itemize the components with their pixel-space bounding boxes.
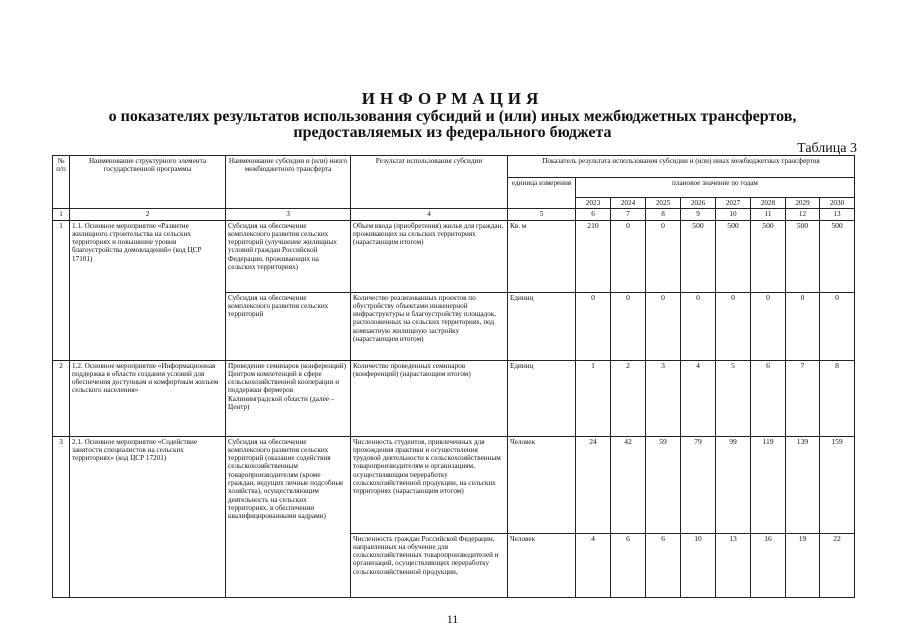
header-year: 2025 [646,198,681,209]
column-number: 5 [508,209,576,220]
planned-value: 0 [611,220,646,292]
planned-value: 0 [786,292,820,360]
planned-value: 0 [716,292,751,360]
planned-value: 22 [820,533,855,597]
header-planned: плановое значение по годам [576,178,855,198]
planned-value: 500 [751,220,786,292]
planned-value: 42 [611,436,646,533]
planned-value: 99 [716,436,751,533]
column-number: 1 [53,209,70,220]
unit: Кв. м [508,220,576,292]
structural-element: 2.1. Основное мероприятие «Содействие занятости специалистов на сельских территориях» (код ЦСР 17201) [70,436,226,597]
planned-value: 0 [751,292,786,360]
table-row [53,360,855,436]
planned-value: 159 [820,436,855,533]
header-unit: единица измерения [508,178,576,209]
header-year: 2029 [786,198,820,209]
planned-value: 0 [820,292,855,360]
subsidy-name: Проведение семинаров (конференций) Центром компетенций в сфере сельскохозяйственной кооперации и поддержки фермеров Калининградской области (далее – Центр) [226,360,351,436]
planned-value: 8 [820,360,855,436]
header-element: Наименование структурного элемента государственной программы [70,156,226,209]
planned-value: 2 [611,360,646,436]
planned-value: 119 [751,436,786,533]
unit: Человек [508,436,576,533]
header-year: 2026 [681,198,716,209]
subsidy-result: Количество реализованных проектов по обустройству объектами инженерной инфраструктуры и благоустройству площадок, расположенных на сельских территориях, под компактную жилищную застройку (нарастающим итогом) [351,292,508,360]
document-subtitle-line-1: о показателях результатов использования субсидий и (или) иных межбюджетных трансфертов, [108,108,797,125]
document-subtitle-line-2: предоставляемых из федерального бюджета [293,124,612,141]
planned-value: 0 [646,292,681,360]
planned-value: 4 [681,360,716,436]
row-num: 1 [53,220,70,360]
planned-value: 500 [716,220,751,292]
planned-value: 6 [646,533,681,597]
header-year: 2023 [576,198,611,209]
table-label: Таблица 3 [797,141,857,156]
column-number: 8 [646,209,681,220]
planned-value: 59 [646,436,681,533]
header-subsidy: Наименование субсидии и (или) иного межбюджетного трансферта [226,156,351,209]
planned-value: 79 [681,436,716,533]
planned-value: 6 [751,360,786,436]
planned-value: 500 [786,220,820,292]
header-year: 2028 [751,198,786,209]
subsidy-name: Субсидия на обеспечение комплексного развития сельских территорий (улучшение жилищных условий граждан Российской Федерации, проживающих на сельских территориях) [226,220,351,292]
planned-value: 500 [681,220,716,292]
structural-element: 1.1. Основное мероприятие «Развитие жилищного строительства на сельских территориях и повышение уровня благоустройства домовладений» (код ЦСР 17101) [70,220,226,360]
unit: Человек [508,533,576,597]
planned-value: 139 [786,436,820,533]
indicators-table [52,155,855,598]
column-number: 4 [351,209,508,220]
column-number: 13 [820,209,855,220]
column-number: 6 [576,209,611,220]
column-number: 3 [226,209,351,220]
document-title: ИНФОРМАЦИЯ [361,89,544,108]
structural-element: 1.2. Основное мероприятие «Информационная поддержка в области создания условий для обеспечения доступным и комфортным жильем сельского населения» [70,360,226,436]
planned-value: 19 [786,533,820,597]
planned-value: 0 [611,292,646,360]
table-row [53,436,855,533]
subsidy-result: Численность граждан Российской Федерации, направленных на обучение для сельскохозяйственных товаропроизводителей и организаций, осуществляющих переработку сельскохозяйственной продукции, [351,533,508,597]
planned-value: 1 [576,360,611,436]
header-year: 2027 [716,198,751,209]
planned-value: 16 [751,533,786,597]
column-number: 7 [611,209,646,220]
table-row [53,220,855,292]
subsidy-result: Численность студентов, привлеченных для прохождения практики и осуществления трудовой деятельности к сельскохозяйственным товаропроизводителям и организациям, осуществляющим переработку сельскохозяйственной продукции, на сельских территориях (нарастающим итогом) [351,436,508,533]
column-number: 10 [716,209,751,220]
column-number: 9 [681,209,716,220]
column-number: 12 [786,209,820,220]
subsidy-result: Объем ввода (приобретения) жилья для граждан, проживающих на сельских территориях (нарастающим итогом) [351,220,508,292]
row-num: 3 [53,436,70,597]
planned-value: 6 [611,533,646,597]
header-result: Результат использования субсидии [351,156,508,209]
planned-value: 0 [681,292,716,360]
planned-value: 210 [576,220,611,292]
planned-value: 13 [716,533,751,597]
page-number: 11 [446,612,459,626]
row-num: 2 [53,360,70,436]
planned-value: 0 [576,292,611,360]
planned-value: 0 [646,220,681,292]
unit: Единиц [508,360,576,436]
subsidy-name: Субсидия на обеспечение комплексного развития сельских территорий (оказание содействия сельскохозяйственным товаропроизводителям (кроме граждан, ведущих личные подсобные хозяйства), осуществляющим деятельность на сельских территориях, в обеспечении квалифицированными кадрами) [226,436,351,597]
header-indicator: Показатель результата использования субсидии и (или) иных межбюджетных трансфертов [508,156,855,178]
subsidy-result: Количество проведенных семинаров (конференций) (нарастающим итогом) [351,360,508,436]
column-number: 2 [70,209,226,220]
unit: Единиц [508,292,576,360]
header-year: 2030 [820,198,855,209]
planned-value: 7 [786,360,820,436]
planned-value: 500 [820,220,855,292]
column-number: 11 [751,209,786,220]
planned-value: 24 [576,436,611,533]
planned-value: 5 [716,360,751,436]
planned-value: 4 [576,533,611,597]
subsidy-name: Субсидия на обеспечение комплексного развития сельских территорий [226,292,351,360]
planned-value: 10 [681,533,716,597]
planned-value: 3 [646,360,681,436]
header-num: № п/п [53,156,70,209]
header-year: 2024 [611,198,646,209]
